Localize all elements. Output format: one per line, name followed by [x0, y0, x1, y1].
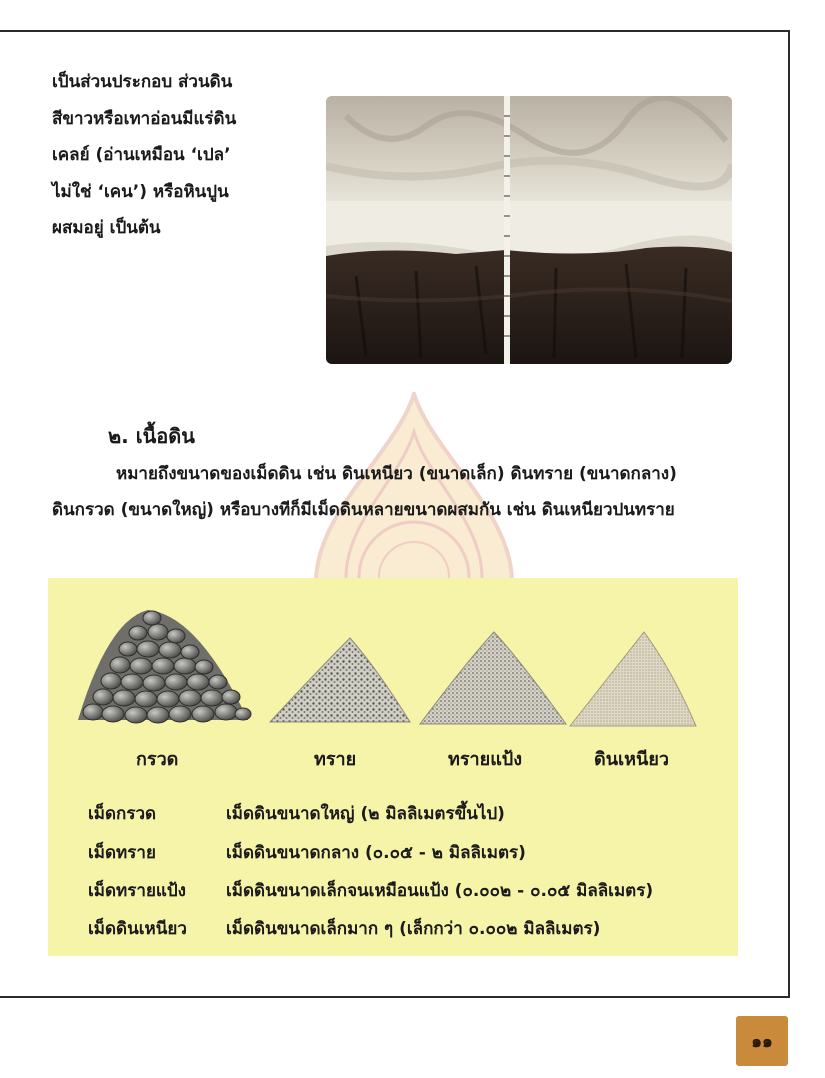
paragraph-line: ดินกรวด (ขนาดใหญ่) หรือบางทีก็มีเม็ดดินหลายขนาดผสมกัน เช่น ดินเหนียวปนทราย — [52, 500, 675, 520]
silt-pile-icon — [420, 632, 566, 724]
pile-label: กรวด — [136, 749, 179, 770]
gravel-pile-icon — [78, 610, 251, 723]
paragraph-line: หมายถึงขนาดของเม็ดดิน เช่น ดินเหนียว (ขนาดเล็ก) ดินทราย (ขนาดกลาง) — [116, 464, 677, 484]
intro-line: เป็นส่วนประกอบ ส่วนดิน — [52, 72, 233, 92]
clay-pile-icon — [570, 632, 696, 726]
definition-term: เม็ดดินเหนียว — [88, 919, 187, 939]
section-heading: ๒. เนื้อดิน — [108, 424, 195, 448]
pile-label: ทราย — [314, 749, 357, 770]
intro-line: เคลย์ (อ่านเหมือน ‘เปล’ — [52, 145, 231, 165]
definition-desc: เม็ดดินขนาดเล็กจนเหมือนแป้ง (๐.๐๐๒ - ๐.๐๕ มิลลิเมตร) — [226, 881, 654, 901]
pile-label: ดินเหนียว — [594, 749, 669, 770]
definition-desc: เม็ดดินขนาดเล็กมาก ๆ (เล็กกว่า ๐.๐๐๒ มิลลิเมตร) — [226, 919, 601, 939]
definition-term: เม็ดทรายแป้ง — [88, 881, 186, 901]
page-frame-right — [788, 30, 790, 998]
pile-label: ทรายแป้ง — [448, 749, 523, 770]
intro-line: สีขาวหรือเทาอ่อนมีแร่ดิน — [52, 108, 237, 129]
sand-pile-icon — [270, 638, 410, 722]
definition-desc: เม็ดดินขนาดใหญ่ (๒ มิลลิเมตรขึ้นไป) — [226, 804, 505, 824]
intro-line: ไม่ใช่ ‘เคน’) หรือหินปูน — [52, 181, 229, 202]
intro-line: ผสมอยู่ เป็นต้น — [52, 218, 161, 238]
definition-desc: เม็ดดินขนาดกลาง (๐.๐๕ - ๒ มิลลิเมตร) — [226, 843, 526, 863]
intro-paragraph — [52, 64, 282, 247]
page-number: ๑๑ — [736, 1016, 788, 1066]
page-frame-bottom — [0, 996, 790, 998]
soil-profile-photo — [326, 96, 732, 364]
definition-term: เม็ดทราย — [88, 843, 156, 863]
soil-texture-panel — [48, 578, 738, 956]
page-frame-top — [0, 30, 790, 32]
definition-term: เม็ดกรวด — [88, 804, 157, 824]
soil-piles-illustration — [48, 600, 738, 750]
